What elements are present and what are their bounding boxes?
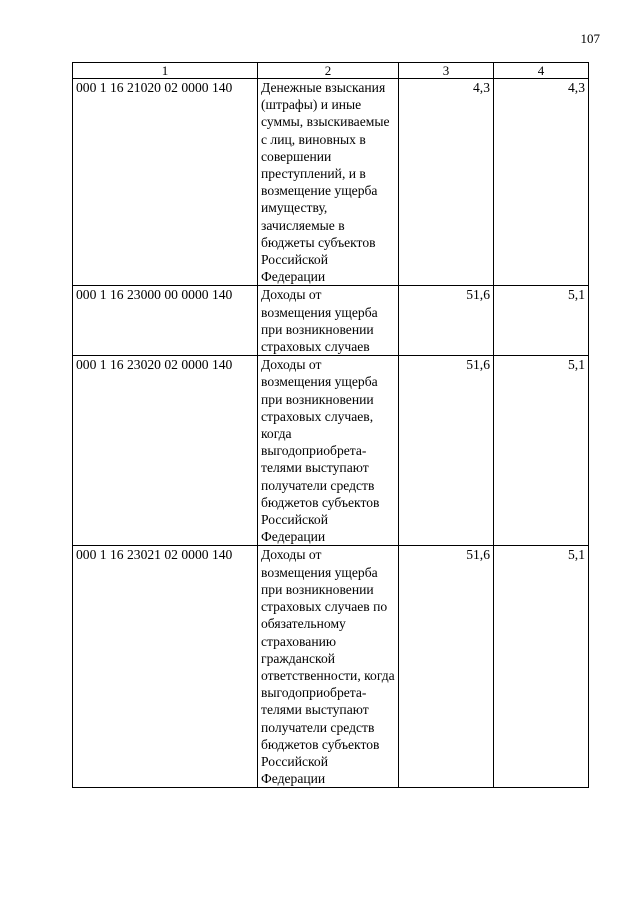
table-row — [73, 79, 589, 286]
budget-code-cell: 000 1 16 23021 02 0000 140 — [73, 546, 258, 788]
amount-cell-col3: 4,3 — [399, 79, 494, 286]
amount-cell-col4: 4,3 — [494, 79, 589, 286]
table-row — [73, 356, 589, 546]
column-header-2: 2 — [258, 63, 399, 79]
table-row — [73, 286, 589, 356]
revenue-name-cell: Доходы от возмещения ущерба при возникновении страховых случаев по обязательному страхованию гражданской ответственности, когда выгодоприобрета-телями выступают получатели средств бюджетов субъектов Российской Федерации — [258, 546, 399, 788]
budget-revenue-table — [72, 62, 589, 788]
amount-cell-col4: 5,1 — [494, 356, 589, 546]
amount-cell-col4: 5,1 — [494, 286, 589, 356]
amount-cell-col3: 51,6 — [399, 546, 494, 788]
amount-cell-col4: 5,1 — [494, 546, 589, 788]
amount-cell-col3: 51,6 — [399, 356, 494, 546]
column-header-3: 3 — [399, 63, 494, 79]
budget-code-cell: 000 1 16 23020 02 0000 140 — [73, 356, 258, 546]
column-header-4: 4 — [494, 63, 589, 79]
revenue-name-cell: Доходы от возмещения ущерба при возникновении страховых случаев — [258, 286, 399, 356]
revenue-name-cell: Денежные взыскания (штрафы) и иные суммы, взыскиваемые с лиц, виновных в совершении преступлений, и в возмещение ущерба имуществу, зачисляемые в бюджеты субъектов Российской Федерации — [258, 79, 399, 286]
table-header-row — [73, 63, 589, 79]
budget-code-cell: 000 1 16 21020 02 0000 140 — [73, 79, 258, 286]
page-number: 107 — [580, 31, 600, 46]
revenue-name-cell: Доходы от возмещения ущерба при возникновении страховых случаев, когда выгодоприобрета-телями выступают получатели средств бюджетов субъектов Российской Федерации — [258, 356, 399, 546]
column-header-1: 1 — [73, 63, 258, 79]
amount-cell-col3: 51,6 — [399, 286, 494, 356]
table-row — [73, 546, 589, 788]
budget-code-cell: 000 1 16 23000 00 0000 140 — [73, 286, 258, 356]
